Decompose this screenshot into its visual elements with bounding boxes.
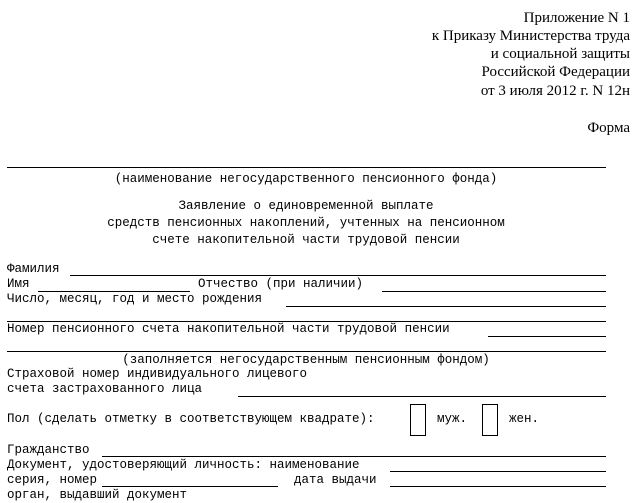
series-number-field[interactable] [102,486,278,487]
title-line-2: средств пенсионных накоплений, учтенных на пенсионном [107,216,505,230]
snils-label-line-2: счета застрахованного лица [7,382,203,396]
id-document-field[interactable] [390,471,606,472]
citizenship-label: Гражданство [7,443,90,457]
form-label: Форма [587,120,630,136]
pension-account-field[interactable] [488,336,606,337]
header-line-2: к Приказу Министерства труда [431,28,630,44]
issue-date-label: дата выдачи [294,473,377,487]
birth-label: Число, месяц, год и место рождения [7,292,263,306]
sex-label: Пол (сделать отметку в соответствующем квадрате): [7,412,375,426]
id-document-label: Документ, удостоверяющий личность: наименование [7,458,360,472]
citizenship-field[interactable] [102,456,606,457]
surname-field[interactable] [70,275,606,276]
title-line-3: счете накопительной части трудовой пенсии [152,233,460,247]
fund-name-line [7,167,606,168]
filled-by-fund-caption: (заполняется негосударственным пенсионным фондом) [122,353,490,367]
title-line-1: Заявление о единовременной выплате [178,199,434,213]
header-line-5: от 3 июля 2012 г. N 12н [480,83,630,99]
patronymic-field[interactable] [382,291,606,292]
header-line-4: Российской Федерации [481,64,630,80]
patronymic-label: Отчество (при наличии) [198,277,364,291]
name-label: Имя [7,277,30,291]
birth-field[interactable] [286,306,606,307]
female-label: жен. [509,412,540,426]
header-line-1: Приложение N 1 [523,10,630,26]
female-checkbox[interactable] [482,404,498,436]
snils-label-line-1: Страховой номер индивидуального лицевого [7,367,308,381]
issuer-label: орган, выдавший документ [7,488,188,502]
header-line-3: и социальной защиты [490,46,630,62]
male-label: муж. [437,412,468,426]
surname-label: Фамилия [7,262,60,276]
series-number-label: серия, номер [7,473,98,487]
issue-date-field[interactable] [390,486,606,487]
pension-account-label: Номер пенсионного счета накопительной части трудовой пенсии [7,322,450,336]
male-checkbox[interactable] [410,404,426,436]
fund-name-caption: (наименование негосударственного пенсионного фонда) [114,172,498,186]
snils-field[interactable] [238,396,606,397]
